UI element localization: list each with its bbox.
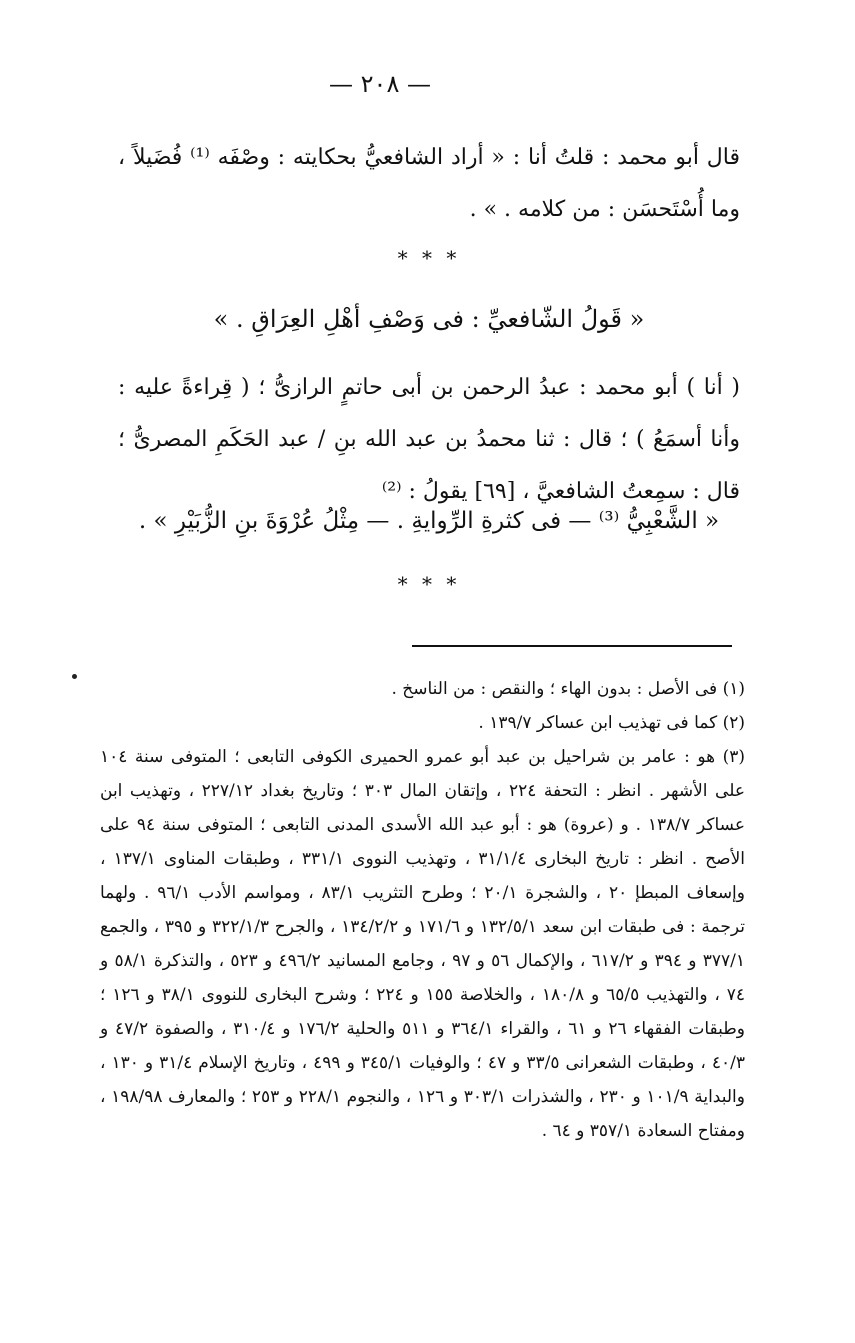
paragraph-3: « الشَّعْبِيُّ ⁽³⁾ — فى كثرةِ الرِّوايةِ . — مِثْلُ عُرْوَةَ بنِ الزُّبَيْرِ » . [138,508,720,534]
section-separator-2: * * * [397,572,461,596]
footnote-rule [412,645,732,647]
section-heading: « قَولُ الشّافعيِّ : فى وَصْفِ أهْلِ العِرَاقِ . » [213,305,645,333]
footnote-3: (٣) هو : عامر بن شراحيل بن عبد أبو عمرو الحميرى الكوفى التابعى ؛ المتوفى سنة ١٠٤ على الأشهر . انظر : التحفة ٢٢٤ ، وإتقان المال ٣٠٣ ؛ وتاريخ بغداد ٢٢٧/١٢ ، وتهذيب ابن عساكر ١٣٨/٧ . و (عروة) هو : أبو عبد الله الأسدى المدنى التابعى ؛ المتوفى سنة ٩٤ على الأصح . انظر : تاريخ البخارى ٣١/١/٤ ، وتهذيب النووى ٣٣١/١ ، وطبقات المناوى ١٣٧/١ ، وإسعاف المبطإ ٢٠ ، والشجرة ٢٠/١ ؛ وطرح التثريب ٨٣/١ ، ومواسم الأدب ٩٦/١ . ولهما ترجمة : فى طبقات ابن سعد ١٣٢/٥/١ و ١٧١/٦ و ١٣٤/٢/٢ ، والجرح ٣٢٢/١/٣ و ٣٩٥ ، والجمع ٣٧٧/١ و ٣٩٤ و ٦١٧/٢ ، والإكمال ٥٦ و ٩٧ ، وجامع المسانيد ٤٩٦/٢ و ٥٢٣ ، والتذكرة ٥٨/١ و ٧٤ ، والتهذيب ٦٥/٥ و ١٨٠/٨ ، والخلاصة ١٥٥ و ٢٢٤ ؛ وشرح البخارى للنووى ٣٨/١ و ١٢٦ ؛ وطبقات الفقهاء ٢٦ و ٦١ ، والقراء ٣٦٤/١ و ٥١١ والحلية ١٧٦/٢ و ٣١٠/٤ ، والصفوة ٤٧/٢ و ٤٠/٣ ، وطبقات الشعرانى ٣٣/٥ و ٤٧ ؛ والوفيات ٣٤٥/١ و ٤٩٩ ، وتاريخ الإسلام ٣١/٤ و ١٣٠ ، والبداية ١٠١/٩ و ٢٣٠ ، والشذرات ٣٠٣/١ و ١٢٦ ، والنجوم ٢٢٨/١ و ٢٥٣ ؛ والمعارف ١٩٨/٩٨ ، ومفتاح السعادة ٣٥٧/١ و ٦٤ . [100,747,746,1141]
footnote-1: (١) فى الأصل : بدون الهاء ؛ والنقص : من الناسخ . [391,679,745,699]
section-separator-1: * * * [397,246,461,270]
paragraph-1: قال أبو محمد : قلتُ أنا : « أراد الشافعيُّ بحكايته : وصْفَه ⁽¹⁾ فُضَيلاً ، وما أُسْتَحسَن : من كلامه . » . [118,145,740,222]
page-number: — ٢٠٨ — [329,70,431,98]
paragraph-2: ( أنا ) أبو محمد : عبدُ الرحمن بن أبى حاتمٍ الرازىُّ ؛ ( قِراءةً عليه : وأنا أسمَعُ ) ؛ قال : ثنا محمدُ بن عبد الله بنِ / عبد الحَكَمِ المصرىُّ ؛ قال : سمِعتُ الشافعيَّ ، [٦٩] يقولُ : ⁽²⁾ [118,375,740,504]
footnote-2: (٢) كما فى تهذيب ابن عساكر ١٣٩/٧ . [478,713,745,733]
ink-dot [72,674,77,679]
footnotes [100,672,745,1148]
